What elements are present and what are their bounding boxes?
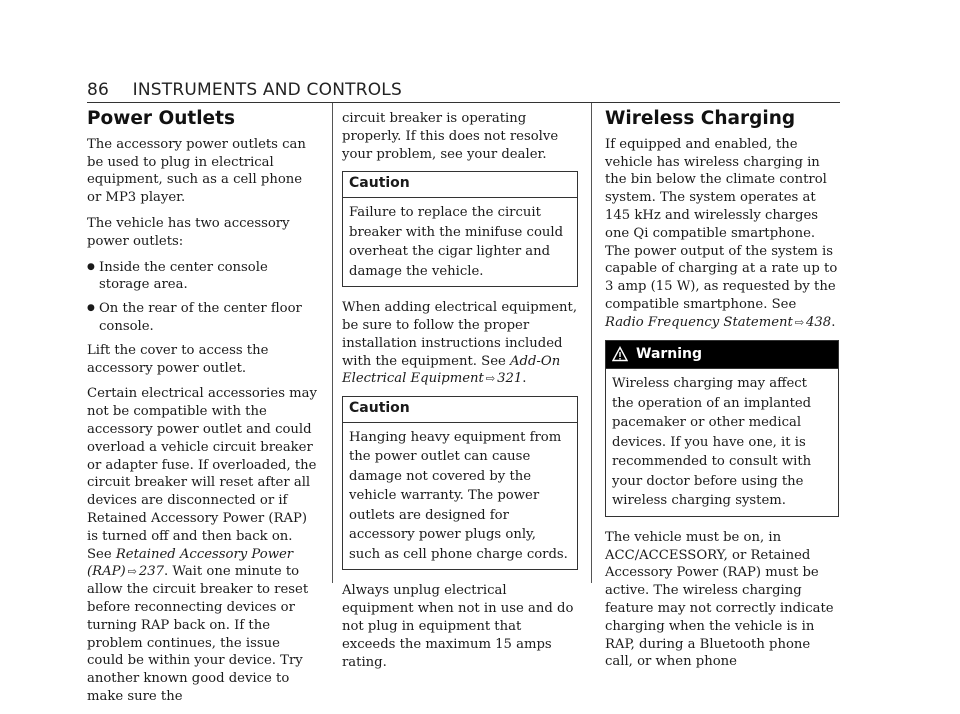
column-3 <box>605 110 839 679</box>
column-divider <box>332 103 333 583</box>
paragraph: If equipped and enabled, the vehicle has wireless charging in the bin below the climate control system. The system operates at 145 kHz and wirelessly charges one Qi compatible smartphone. The power output of the system is capable of charging at a rate up to 3 amp (15 W), as requested by the compatible smartphone. See Radio Frequency Statement ⇨ 438. <box>605 136 838 330</box>
paragraph: When adding electrical equipment, be sure to follow the proper installation instructions included with the equipment. See Add-On Electrical Equipment ⇨ 321. <box>342 300 578 387</box>
list-item: ● On the rear of the center floor console. <box>87 301 302 334</box>
page-ref[interactable]: 237 <box>138 564 165 580</box>
page-ref-arrow-icon: ⇨ <box>794 315 805 329</box>
paragraph: Lift the cover to access the accessory power outlet. <box>87 342 269 376</box>
warning-title: Warning <box>636 345 703 362</box>
caution-body: Failure to replace the circuit breaker with the minifuse could overheat the cigar lighter and damage the vehicle. <box>349 205 564 279</box>
page-ref[interactable]: 321 <box>497 371 523 387</box>
header-rule <box>87 102 840 103</box>
cross-reference-link[interactable]: Add-On Electrical Equipment <box>342 353 561 387</box>
column-2 <box>342 110 578 679</box>
paragraph: The vehicle must be on, in ACC/ACCESSORY, or Retained Accessory Power (RAP) must be active. The wireless charging feature may not correctly indicate charging when the vehicle is in RAP, during a Bluetooth phone call, or when phone <box>605 529 834 670</box>
cross-reference-link[interactable]: Retained Accessory Power (RAP) <box>87 546 294 580</box>
caution-box <box>342 171 578 287</box>
power-outlets-heading: Power Outlets <box>87 108 235 129</box>
paragraph: Certain electrical accessories may not be compatible with the accessory power outlet and could overload a vehicle circuit breaker or adapter fuse. If overloaded, the circuit breaker will reset after all devices are disconnected or if Retained Accessory Power (RAP) is turned off and then back on. See Retained Accessory Power (RAP) ⇨ 237. Wait one minute to allow the circuit breaker to reset before reconnecting devices or turning RAP back on. If the problem continues, the issue could be within your device. Try another known good device to make sure the <box>87 386 317 704</box>
list-item: ● Inside the center console storage area. <box>87 259 268 293</box>
cross-reference-link[interactable]: Radio Frequency Statement <box>605 314 793 330</box>
page-number: 86 <box>87 80 110 100</box>
caution-box <box>342 396 578 570</box>
caution-body: Hanging heavy equipment from the power outlet can cause damage not covered by the vehicle warranty. The power outlets are designed for accessory power plugs only, such as cell phone charge cords. <box>349 429 568 562</box>
page-header <box>87 80 402 100</box>
paragraph: The vehicle has two accessory power outlets: <box>87 215 290 249</box>
wireless-charging-heading: Wireless Charging <box>605 108 796 129</box>
page-ref[interactable]: 438 <box>806 314 832 330</box>
paragraph: circuit breaker is operating properly. If this does not resolve your problem, see your dealer. <box>342 111 559 162</box>
warning-icon <box>612 346 628 362</box>
caution-title: Caution <box>343 172 577 198</box>
page-ref-arrow-icon: ⇨ <box>485 372 496 386</box>
bullet-icon: ● <box>87 303 95 314</box>
paragraph: The accessory power outlets can be used to plug in electrical equipment, such as a cell phone or MP3 player. <box>87 136 306 206</box>
paragraph: Always unplug electrical equipment when not in use and do not plug in equipment that exceeds the maximum 15 amps rating. <box>342 583 574 670</box>
column-divider <box>591 103 592 583</box>
warning-body: Wireless charging may affect the operation of an implanted pacemaker or other medical devices. If you have one, it is recommended to consult with your doctor before using the wireless charging system. <box>612 376 812 509</box>
warning-title-bar <box>606 341 838 370</box>
page-ref-arrow-icon: ⇨ <box>127 565 137 579</box>
column-1 <box>87 110 319 714</box>
section-title: INSTRUMENTS AND CONTROLS <box>132 80 402 100</box>
bullet-icon: ● <box>87 261 95 272</box>
warning-box <box>605 340 839 517</box>
caution-title: Caution <box>343 397 577 423</box>
